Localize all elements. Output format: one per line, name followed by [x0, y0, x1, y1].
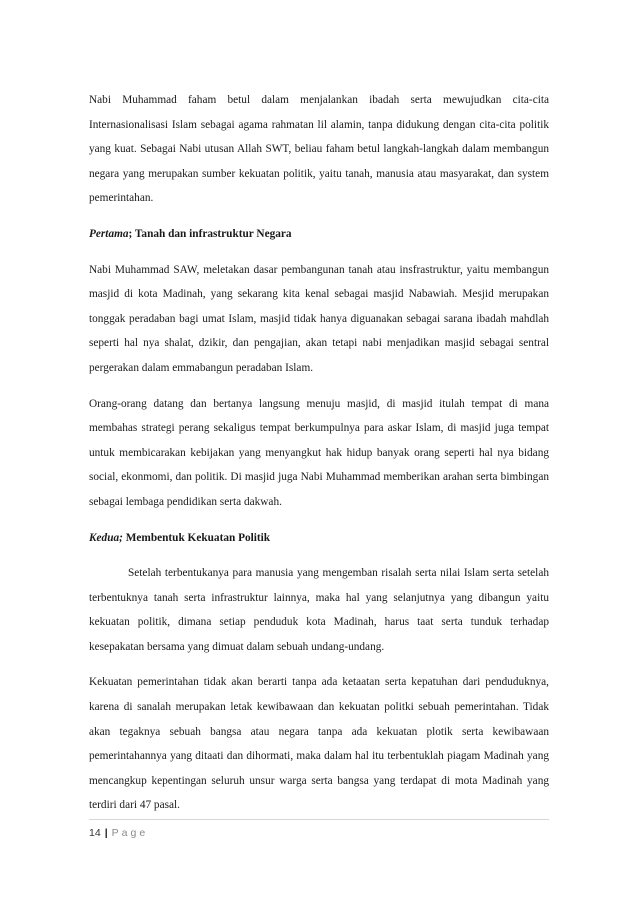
heading-separator: ;: [128, 227, 133, 240]
page-label: Page: [111, 827, 149, 839]
footer-divider: [89, 819, 549, 820]
section-heading-kedua: [89, 526, 549, 551]
heading-lead: Kedua;: [89, 531, 123, 544]
paragraph-4: Setelah terbentukanya para manusia yang mengemban risalah serta nilai Islam serta setelah terbentuknya tanah serta infrastruktur lainnya, maka hal yang selanjutnya yang dibangun yaitu kekuatan politik, dimana setiap penduduk kota Madinah, harus taat serta tunduk terhadap kesepakatan bersama yang dimuat dalam sebuah undang-undang.: [89, 567, 549, 653]
paragraph-5: Kekuatan pemerintahan tidak akan berarti tanpa ada ketaatan serta kepatuhan dari penduduknya, karena di sanalah merupakan letak kewibawaan dan kekuatan politki sebuah pemerintahan. Tidak akan tegaknya sebuah bangsa atau negara tanpa ada kekuatan plotik serta kewibawaan pemerintahannya yang ditaati dan dihormati, maka dalam hal itu terbentuklah piagam Madinah yang mencangkup kepentingan seluruh unsur warga serta bangsa yang terdapat di mota Madinah yang terdiri dari 47 pasal.: [89, 676, 549, 812]
section-heading-pertama: [89, 222, 549, 247]
paragraph-2: Nabi Muhammad SAW, meletakan dasar pembangunan tanah atau insfrastruktur, yaitu membangun masjid di kota Madinah, yang sekarang kita kenal sebagai masjid Nabawiah. Mesjid merupakan tonggak peradaban bagi umat Islam, masjid tidak hanya diguanakan sebagai sarana ibadah mahdlah seperti hal nya shalat, dzikir, dan pengajian, akan tetapi nabi menjadikan masjid sebagai sentral pergerakan dalam emmabangun peradaban Islam.: [89, 263, 549, 374]
heading-title: Membentuk Kekuatan Politik: [122, 531, 271, 544]
heading-lead: Pertama: [89, 227, 129, 240]
page-body: [89, 88, 549, 829]
paragraph-3: Orang-orang datang dan bertanya langsung menuju masjid, di masjid itulah tempat di mana membahas strategi perang sekaligus tempat berkumpulnya para askar Islam, di masjid juga tempat untuk membicarakan kebijakan yang menyangkut hak hidup banyak orang seperti hal nya bidang social, ekonmomi, dan politik. Di masjid juga Nabi Muhammad memberikan arahan serta bimbingan sebagai lembaga pendidikan serta dakwah.: [89, 397, 549, 508]
page-number: 14: [89, 827, 101, 839]
footer-separator: |: [104, 827, 108, 839]
paragraph-1: Nabi Muhammad faham betul dalam menjalankan ibadah serta mewujudkan cita-cita Internasionalisasi Islam sebagai agama rahmatan lil alamin, tanpa didukung dengan cita-cita politik yang kuat. Sebagai Nabi utusan Allah SWT, beliau faham betul langkah-langkah dalam membangun negara yang merupakan sumber kekuatan politik, yaitu tanah, manusia atau masyarakat, dan system pemerintahan.: [89, 94, 549, 205]
heading-title: Tanah dan infrastruktur Negara: [132, 227, 292, 240]
page-footer: [89, 827, 148, 839]
